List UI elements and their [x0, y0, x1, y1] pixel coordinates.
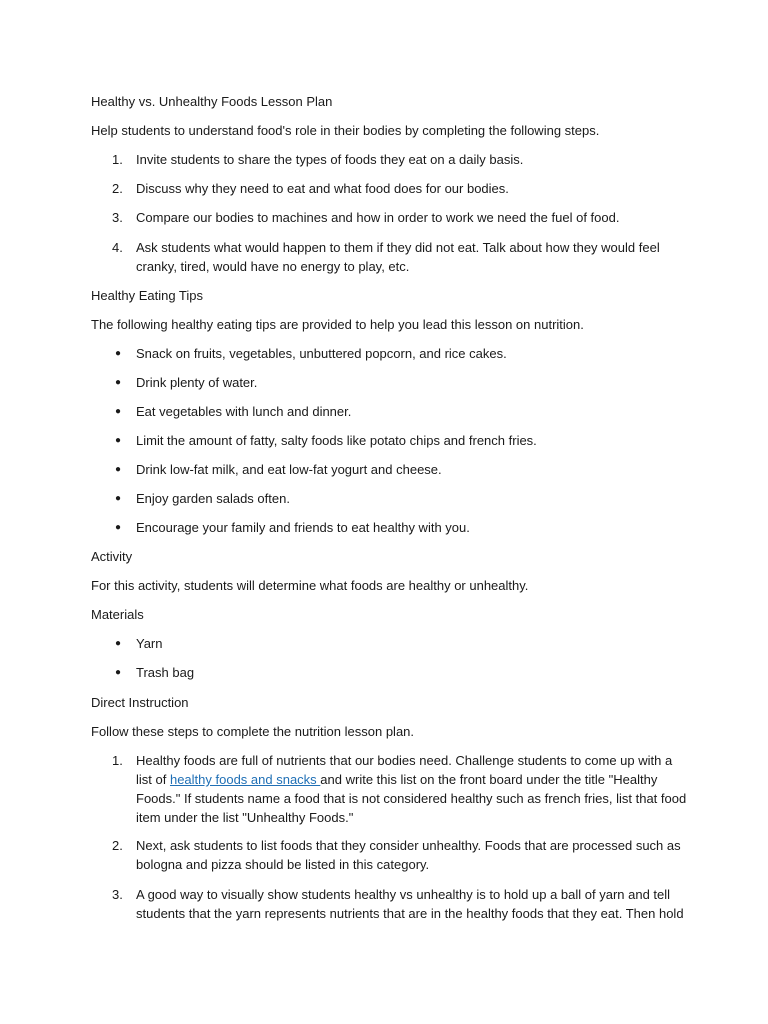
- list-item-text-line: bologna and pizza should be listed in this category.: [136, 857, 430, 872]
- bullet-icon: ●: [115, 493, 122, 504]
- list-item-text: Discuss why they need to eat and what food does for our bodies.: [136, 181, 509, 196]
- list-item: [91, 208, 708, 227]
- healthy-foods-link[interactable]: healthy foods and snacks: [169, 772, 321, 787]
- bullet-item: [91, 460, 708, 479]
- bullet-item-text: Drink low-fat milk, and eat low-fat yogurt and cheese.: [136, 462, 442, 477]
- direct-intro: Follow these steps to complete the nutrition lesson plan.: [91, 724, 415, 739]
- bullet-item-text: Limit the amount of fatty, salty foods like potato chips and french fries.: [136, 433, 537, 448]
- list-item-text: Compare our bodies to machines and how in order to work we need the fuel of food.: [136, 210, 620, 225]
- bullet-icon: ●: [115, 435, 122, 446]
- bullet-icon: ●: [115, 522, 122, 533]
- list-item-text-line: Foods." If students name a food that is not considered healthy such as french fries, list that food: [136, 791, 687, 806]
- section-heading-direct-instruction: Direct Instruction: [91, 695, 189, 710]
- list-item-text-line: A good way to visually show students healthy vs unhealthy is to hold up a ball of yarn and tell: [136, 887, 671, 902]
- list-item-text: Invite students to share the types of foods they eat on a daily basis.: [136, 152, 524, 167]
- list-number: 2.: [112, 838, 123, 853]
- list-item: [91, 238, 708, 276]
- bullet-item-text: Enjoy garden salads often.: [136, 491, 290, 506]
- bullet-icon: ●: [115, 406, 122, 417]
- tips-intro: The following healthy eating tips are provided to help you lead this lesson on nutrition.: [91, 317, 584, 332]
- list-item-text-line: Healthy foods are full of nutrients that our bodies need. Challenge students to come up with a: [136, 753, 673, 768]
- intro-paragraph: Help students to understand food's role in their bodies by completing the following steps.: [91, 123, 600, 138]
- bullet-item-text: Eat vegetables with lunch and dinner.: [136, 404, 352, 419]
- bullet-item-text: Encourage your family and friends to eat healthy with you.: [136, 520, 470, 535]
- bullet-item-text: Yarn: [136, 636, 163, 651]
- list-item-text-line: students that the yarn represents nutrients that are in the healthy foods that they eat. Then hold: [136, 906, 684, 921]
- activity-text: For this activity, students will determine what foods are healthy or unhealthy.: [91, 578, 529, 593]
- bullet-item: [91, 373, 708, 392]
- bullet-item-text: Drink plenty of water.: [136, 375, 258, 390]
- bullet-item: [91, 431, 708, 450]
- list-item: [91, 179, 708, 198]
- list-number: 1.: [112, 753, 123, 768]
- page-title: Healthy vs. Unhealthy Foods Lesson Plan: [91, 94, 333, 109]
- list-number: 3.: [112, 210, 123, 225]
- bullet-item: [91, 489, 708, 508]
- list-item-text-line: cranky, tired, would have no energy to play, etc.: [136, 259, 410, 274]
- section-heading-materials: Materials: [91, 607, 144, 622]
- list-item-text-line: Ask students what would happen to them if they did not eat. Talk about how they would feel: [136, 240, 660, 255]
- bullet-item-text: Snack on fruits, vegetables, unbuttered popcorn, and rice cakes.: [136, 346, 507, 361]
- section-heading-activity: Activity: [91, 549, 133, 564]
- list-item: [91, 150, 708, 169]
- bullet-icon: ●: [115, 638, 122, 649]
- list-item: [91, 836, 708, 874]
- bullet-icon: ●: [115, 348, 122, 359]
- list-item-text-line: item under the list "Unhealthy Foods.": [136, 810, 354, 825]
- bullet-icon: ●: [115, 464, 122, 475]
- bullet-icon: ●: [115, 377, 122, 388]
- bullet-icon: ●: [115, 667, 122, 678]
- bullet-item: [91, 402, 708, 421]
- inline-text: list of: [136, 772, 170, 787]
- list-number: 2.: [112, 181, 123, 196]
- bullet-item: [91, 344, 708, 363]
- bullet-item-text: Trash bag: [136, 665, 195, 680]
- list-item: [91, 885, 708, 923]
- list-item: [91, 751, 708, 827]
- list-number: 3.: [112, 887, 123, 902]
- list-number: 4.: [112, 240, 123, 255]
- bullet-item: [91, 634, 708, 653]
- list-number: 1.: [112, 152, 123, 167]
- list-item-text-line: Next, ask students to list foods that they consider unhealthy. Foods that are processed such as: [136, 838, 681, 853]
- list-item-text-line: [136, 770, 696, 789]
- inline-text: and write this list on the front board under the title "Healthy: [320, 772, 658, 787]
- section-heading-tips: Healthy Eating Tips: [91, 288, 204, 303]
- bullet-item: [91, 663, 708, 682]
- bullet-item: [91, 518, 708, 537]
